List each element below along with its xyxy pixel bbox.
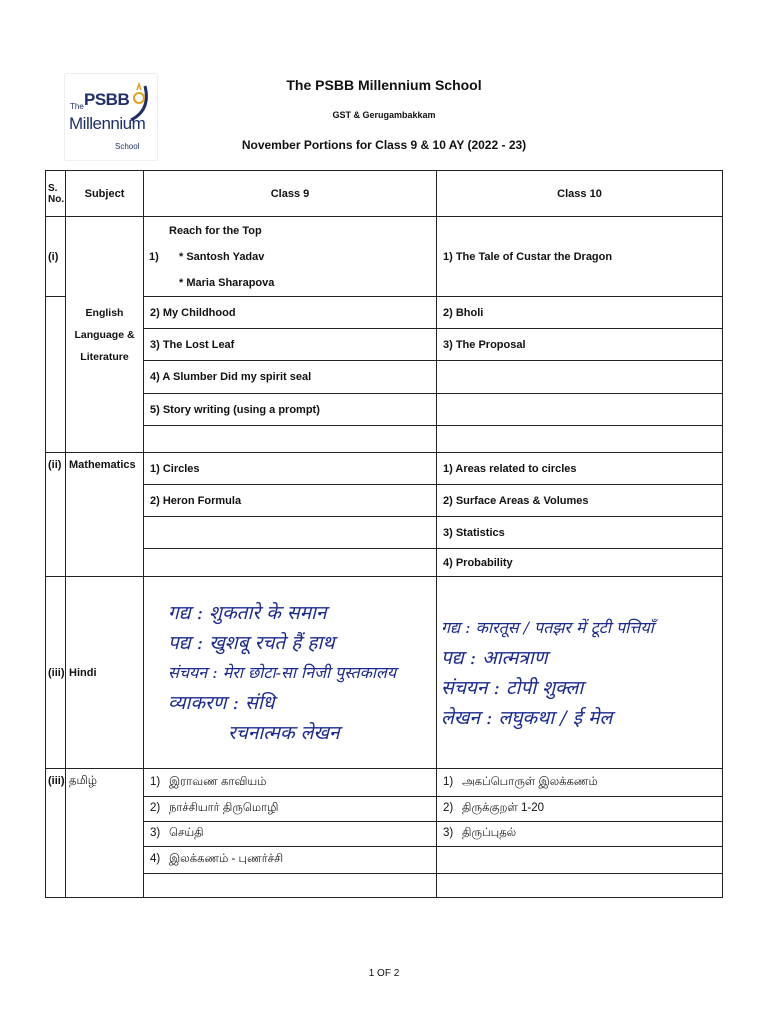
english-class9-item2: 2) My Childhood (144, 297, 437, 329)
english-class10-item1: 1) The Tale of Custar the Dragon (437, 217, 723, 297)
tamil-class9-item4: இலக்கணம் - புணர்ச்சி (169, 853, 284, 865)
table-row (46, 361, 723, 394)
english-class10-item2: 2) Bholi (437, 297, 723, 329)
hindi-sno: (iii) (46, 577, 66, 769)
item-number: 2) (150, 802, 161, 814)
header-subject: Subject (66, 171, 144, 217)
hindi-c10-line: लेखन : लघुकथा / ई मेल (441, 706, 613, 729)
tamil-sno: (iii) (46, 769, 66, 898)
hindi-c10-line: पद्य : आत्मत्राण (441, 646, 548, 669)
tamil-class10-item1: அகப்பொருள் இலக்கணம் (462, 775, 598, 788)
logo-psbb: PSBB (84, 90, 130, 109)
english-sno: (i) (46, 217, 66, 297)
english-class9-item3: 3) The Lost Leaf (144, 329, 437, 361)
logo-the: The (70, 102, 84, 111)
document-title: November Portions for Class 9 & 10 AY (2022 - 23) (241, 138, 527, 152)
maths-class9-item2: 2) Heron Formula (144, 485, 437, 517)
tamil-class9-item3: செய்தி (169, 827, 204, 839)
table-row (46, 485, 723, 517)
table-row (46, 822, 723, 847)
tamil-class10-item3: திருப்புதல் (462, 827, 517, 839)
table-row (46, 453, 723, 485)
header-class10: Class 10 (437, 171, 723, 217)
table-row (46, 874, 723, 898)
hindi-c9-line: पद्य : खुशबू रचते हैं हाथ (168, 631, 335, 654)
table-row (46, 426, 723, 453)
hindi-c9-line: रचनात्मक लेखन (228, 721, 340, 744)
reach-title: Reach for the Top (169, 224, 262, 237)
english-class9-item4: 4) A Slumber Did my spirit seal (144, 361, 437, 394)
item-number: 1) (443, 775, 454, 788)
maths-class10-item1: 1) Areas related to circles (437, 453, 723, 485)
maths-class9-item1: 1) Circles (144, 453, 437, 485)
hindi-c9-line: गद्य : शुकतारे के समान (168, 601, 327, 624)
hindi-subject: Hindi (66, 577, 144, 769)
sub-item-b: * Maria Sharapova (179, 276, 275, 289)
item-number: 3) (150, 827, 161, 839)
hindi-c10-line: गद्य : कारतूस / पतझर में टूटी पत्तियाँ (441, 617, 654, 637)
tamil-class9-item1: இராவண காவியம் (169, 775, 267, 788)
maths-class10-item2: 2) Surface Areas & Volumes (437, 485, 723, 517)
english-class9-item5: 5) Story writing (using a prompt) (144, 394, 437, 426)
logo-school: School (115, 142, 140, 151)
table-row (46, 769, 723, 797)
header-class9: Class 9 (144, 171, 437, 217)
table-row (46, 847, 723, 874)
hindi-c9-line: व्याकरण : संधि (168, 691, 275, 714)
maths-class10-item4: 4) Probability (437, 549, 723, 577)
table-row (46, 329, 723, 361)
sub-item-a: * Santosh Yadav (179, 250, 265, 263)
hindi-class10-handwritten (437, 577, 723, 769)
table-row (46, 394, 723, 426)
item-number: 3) (443, 827, 454, 839)
logo-millennium: Millennium (69, 114, 146, 133)
hindi-c10-line: संचयन : टोपी शुक्ला (441, 676, 584, 699)
page-number: 1 OF 2 (368, 968, 400, 979)
table-header-row (46, 171, 723, 217)
table-row (46, 297, 723, 329)
table-row (46, 517, 723, 549)
maths-class10-item3: 3) Statistics (437, 517, 723, 549)
tamil-class10-item2: திருக்குறள் 1-20 (462, 802, 545, 814)
school-name: The PSBB Millennium School (286, 77, 482, 93)
hindi-class9-handwritten (144, 577, 437, 769)
portions-table (45, 170, 723, 898)
header-sno: S. No. (46, 171, 66, 217)
table-row (46, 577, 723, 769)
item-number: 4) (150, 853, 161, 865)
table-row (46, 797, 723, 822)
table-row (46, 217, 723, 297)
item-number: 1) (149, 250, 159, 263)
maths-subject: Mathematics (66, 453, 144, 577)
tamil-subject: தமிழ் (66, 769, 144, 898)
table-row (46, 549, 723, 577)
english-class9-item1 (144, 217, 437, 297)
item-number: 1) (150, 775, 161, 788)
english-class10-item3: 3) The Proposal (437, 329, 723, 361)
tamil-class9-item2: நாச்சியார் திருமொழி (169, 802, 279, 814)
hindi-c9-line: संचयन : मेरा छोटा-सा निजी पुस्तकालय (168, 662, 397, 682)
english-subject: English Language & Literature (66, 217, 144, 453)
maths-sno: (ii) (46, 453, 66, 577)
item-number: 2) (443, 802, 454, 814)
campus-name: GST & Gerugambakkam (332, 110, 436, 120)
